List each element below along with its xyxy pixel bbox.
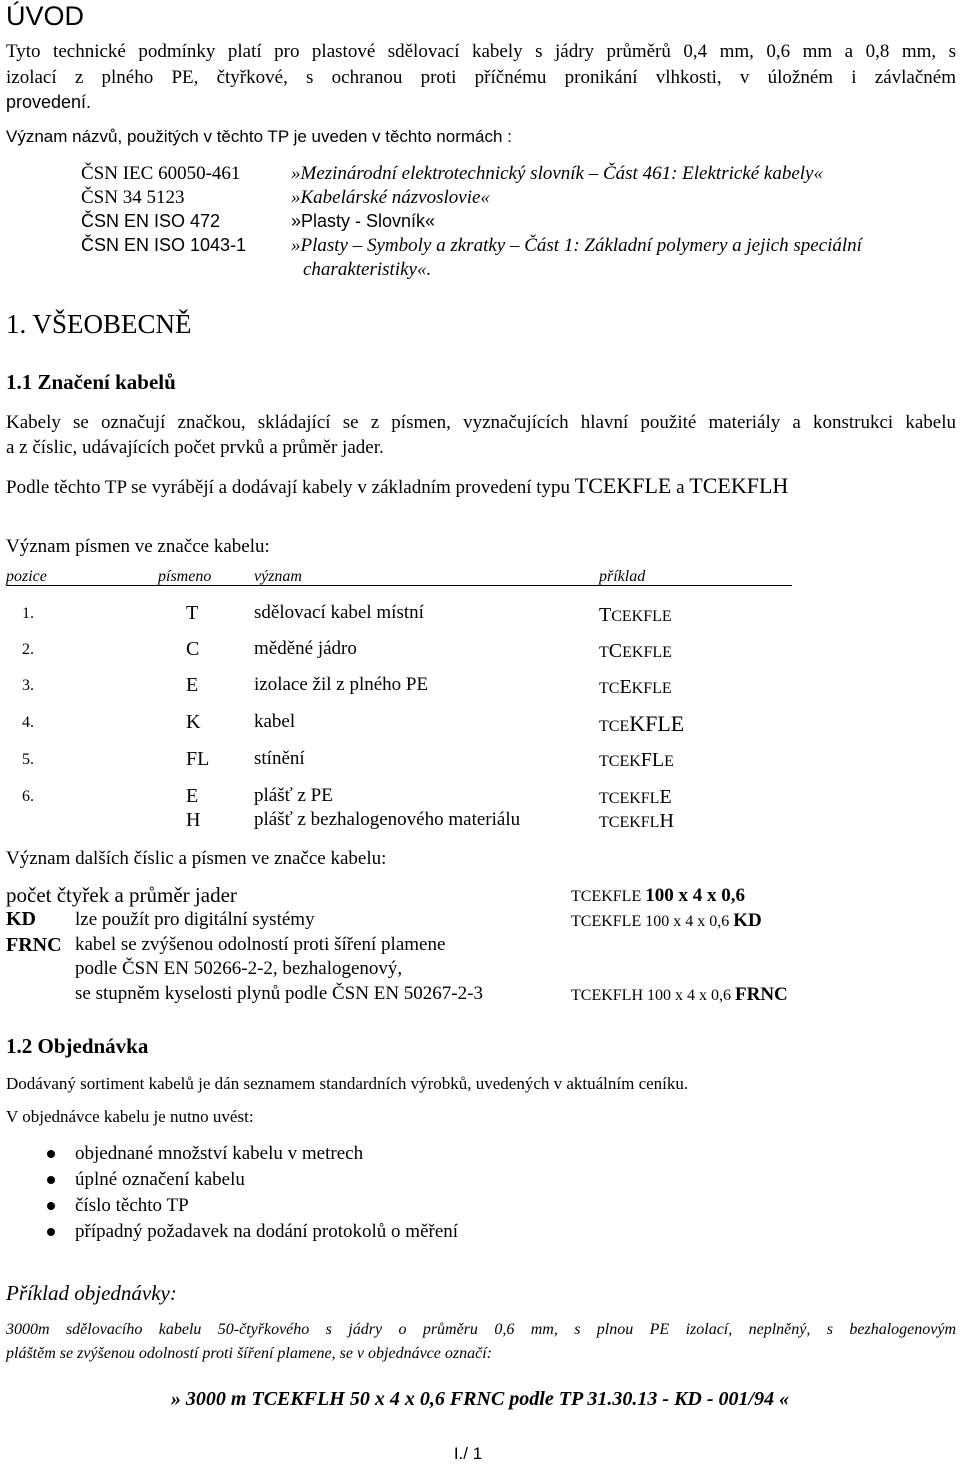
marking-paragraph-line-2: a z číslic, udávajících počet prvků a průměr jader. xyxy=(6,437,384,458)
norm-description: »Mezinárodní elektrotechnický slovník – Část 461: Elektrické kabely« xyxy=(291,163,823,184)
table-header-underline xyxy=(6,585,792,586)
kd-example: TCEKFLE 100 x 4 x 0,6 KD xyxy=(571,910,762,931)
list-item: číslo těchto TP xyxy=(75,1195,189,1216)
row-position: 5. xyxy=(22,751,34,768)
row-meaning: stínění xyxy=(254,748,305,769)
frnc-example: TCEKFLH 100 x 4 x 0,6 FRNC xyxy=(571,984,788,1005)
table-header-letter: písmeno xyxy=(158,568,212,585)
row-example: TCEKFLH xyxy=(599,810,674,832)
subsection-heading: 1.2 Objednávka xyxy=(6,1034,149,1058)
norm-code: ČSN EN ISO 1043-1 xyxy=(81,235,247,255)
bullet-icon xyxy=(47,1228,55,1236)
marking-paragraph-line-1: Kabely se označují značkou, skládající se z písmen, vyznačujících hlavní použité materiály a konstrukci kabelu xyxy=(6,412,956,433)
intro-paragraph-line-1: Tyto technické podmínky platí pro plastové sdělovací kabely s jádry průměrů 0,4 mm, 0,6 mm a 0,8 mm, s xyxy=(6,41,956,62)
section-heading: 1. VŠEOBECNĚ xyxy=(6,309,192,339)
row-example: TCEKFLE xyxy=(599,711,685,736)
order-example-text-line-2: pláštěm se zvýšenou odolností proti šíření plamene, se v objednávce označí: xyxy=(6,1345,492,1362)
row-meaning: plášť z bezhalogenového materiálu xyxy=(254,809,521,830)
count-label: počet čtyřek a průměr jader xyxy=(6,883,237,907)
subsection-heading: 1.1 Značení kabelů xyxy=(6,370,176,394)
norm-code: ČSN EN ISO 472 xyxy=(81,211,221,231)
kd-code: KD xyxy=(6,908,36,930)
list-item: objednané množství kabelu v metrech xyxy=(75,1143,364,1164)
row-letter: E xyxy=(186,785,199,807)
frnc-description-line: podle ČSN EN 50266-2-2, bezhalogenový, xyxy=(75,958,403,979)
row-meaning: sdělovací kabel místní xyxy=(254,602,424,623)
count-example: TCEKFLE 100 x 4 x 0,6 xyxy=(571,885,745,906)
frnc-description-line: se stupněm kyselosti plynů podle ČSN EN 50267-2-3 xyxy=(75,983,483,1004)
extra-codes-caption: Význam dalších číslic a písmen ve značce kabelu: xyxy=(6,848,387,869)
cable-type: TCEKFLE xyxy=(574,473,672,498)
letters-table-caption: Význam písmen ve značce kabelu: xyxy=(6,536,270,557)
row-position: 4. xyxy=(22,714,34,731)
frnc-description-line: kabel se zvýšenou odolností proti šíření plamene xyxy=(75,934,446,955)
row-example: TCEKFLE xyxy=(599,749,674,771)
bullet-icon xyxy=(47,1202,55,1210)
row-example: TCEKFLE xyxy=(599,786,672,808)
table-header-meaning: význam xyxy=(254,568,302,585)
row-example: TCEKFLE xyxy=(599,676,672,698)
order-example-code: » 3000 m TCEKFLH 50 x 4 x 0,6 FRNC podle TP 31.30.13 - KD - 001/94 « xyxy=(170,1388,790,1410)
table-header-position: pozice xyxy=(6,568,47,585)
table-header-example: příklad xyxy=(599,568,646,585)
kd-description: lze použít pro digitální systémy xyxy=(75,909,315,930)
norm-description: »Kabelárské názvoslovie« xyxy=(291,187,490,208)
row-letter: H xyxy=(186,809,201,831)
row-letter: K xyxy=(186,711,201,733)
norm-description: »Plasty – Symboly a zkratky – Část 1: Základní polymery a jejich speciální xyxy=(291,235,862,256)
row-meaning: izolace žil z plného PE xyxy=(254,674,429,695)
frnc-code: FRNC xyxy=(6,934,62,956)
intro-paragraph-line-2: izolací z plného PE, čtyřkové, s ochranou proti příčnému pronikání vlhkosti, v úložném i závlačném xyxy=(6,67,956,88)
row-position: 1. xyxy=(22,605,34,622)
row-letter: C xyxy=(186,638,200,660)
page-number: I./ 1 xyxy=(453,1444,483,1463)
list-item: úplné označení kabelu xyxy=(75,1169,245,1190)
norm-description: »Plasty - Slovník« xyxy=(291,211,436,231)
cable-type: TCEKFLH xyxy=(689,473,789,498)
row-letter: T xyxy=(186,602,199,624)
norm-code: ČSN IEC 60050-461 xyxy=(81,163,241,184)
order-paragraph: Dodávaný sortiment kabelů je dán seznamem standardních výrobků, uvedených v aktuálním ceníku. xyxy=(6,1074,689,1093)
row-example: TCEKFLE xyxy=(599,640,672,662)
row-letter: E xyxy=(186,674,199,696)
intro-norms-caption: Význam názvů, použitých v těchto TP je uveden v těchto normách : xyxy=(6,127,512,146)
bullet-icon xyxy=(47,1176,55,1184)
norm-description-continued: charakteristiky«. xyxy=(303,259,432,280)
list-item: případný požadavek na dodání protokolů o měření xyxy=(75,1221,459,1242)
row-position: 2. xyxy=(22,641,34,658)
row-example: TCEKFLE xyxy=(599,604,672,626)
intro-paragraph-line-3: provedení. xyxy=(6,92,92,112)
order-requirements-caption: V objednávce kabelu je nutno uvést: xyxy=(6,1107,254,1126)
row-meaning: měděné jádro xyxy=(254,638,357,659)
order-example-heading: Příklad objednávky: xyxy=(6,1281,177,1305)
row-meaning: plášť z PE xyxy=(254,785,333,806)
row-meaning: kabel xyxy=(254,711,296,732)
intro-title: ÚVOD xyxy=(6,1,85,31)
order-example-text-line-1: 3000m sdělovacího kabelu 50-čtyřkového s jádry o průměru 0,6 mm, s plnou PE izolací, neplněný, s bezhalogenovým xyxy=(6,1321,956,1338)
basic-types-paragraph: Podle těchto TP se vyrábějí a dodávají kabely v základním provedení typu TCEKFLE a TCEKFLH xyxy=(6,473,789,498)
row-letter: FL xyxy=(186,748,210,770)
row-position: 6. xyxy=(22,788,34,805)
row-position: 3. xyxy=(22,677,34,694)
bullet-icon xyxy=(47,1150,55,1158)
norm-code: ČSN 34 5123 xyxy=(81,187,185,208)
